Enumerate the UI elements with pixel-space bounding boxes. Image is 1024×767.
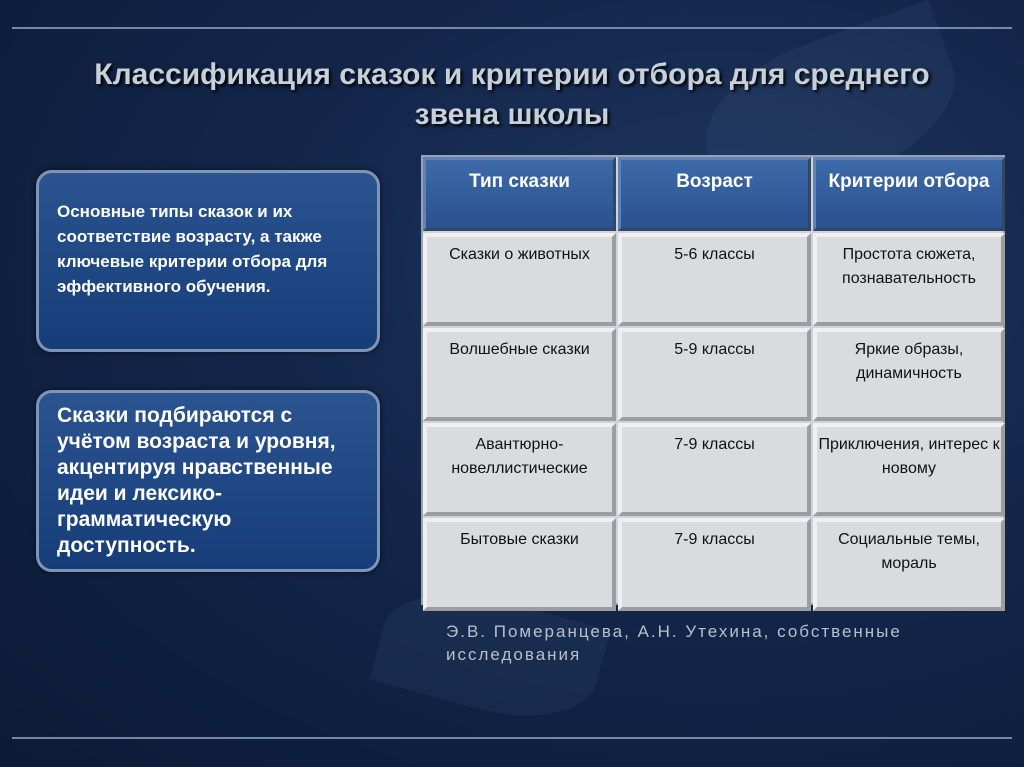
table-cell-type: Бытовые сказки [423,518,616,611]
table-cell-type: Волшебные сказки [423,328,616,421]
table-cell-type: Сказки о животных [423,233,616,326]
table-cell-type: Авантюрно-новеллистические [423,423,616,516]
bottom-border-line [12,737,1012,739]
table-cell-age: 7-9 классы [618,518,811,611]
callout-summary-text: Основные типы сказок и их соответствие возрасту, а также ключевые критерии отбора для эффективного обучения. [57,202,328,296]
table-cell-criteria: Социальные темы, мораль [813,518,1005,611]
callout-summary [36,170,380,352]
table-header-type: Тип сказки [423,157,616,231]
callout-selection-text: Сказки подбираются с учётом возраста и уровня, акцентируя нравственные идеи и лексико-грамматическую доступность. [57,404,336,557]
callout-selection [36,390,380,572]
table-header-age: Возраст [618,157,811,231]
source-citation: Э.В. Померанцева, А.Н. Утехина, собственные исследования [446,622,902,664]
table-cell-age: 7-9 классы [618,423,811,516]
table-cell-criteria: Яркие образы, динамичность [813,328,1005,421]
table-cell-criteria: Приключения, интерес к новому [813,423,1005,516]
table-cell-criteria: Простота сюжета, познавательность [813,233,1005,326]
slide-title: Классификация сказок и критерии отбора для среднего звена школы [94,58,930,131]
fairy-tale-table [421,155,1005,605]
table-header-criteria: Критерии отбора [813,157,1005,231]
table-cell-age: 5-9 классы [618,328,811,421]
table-cell-age: 5-6 классы [618,233,811,326]
